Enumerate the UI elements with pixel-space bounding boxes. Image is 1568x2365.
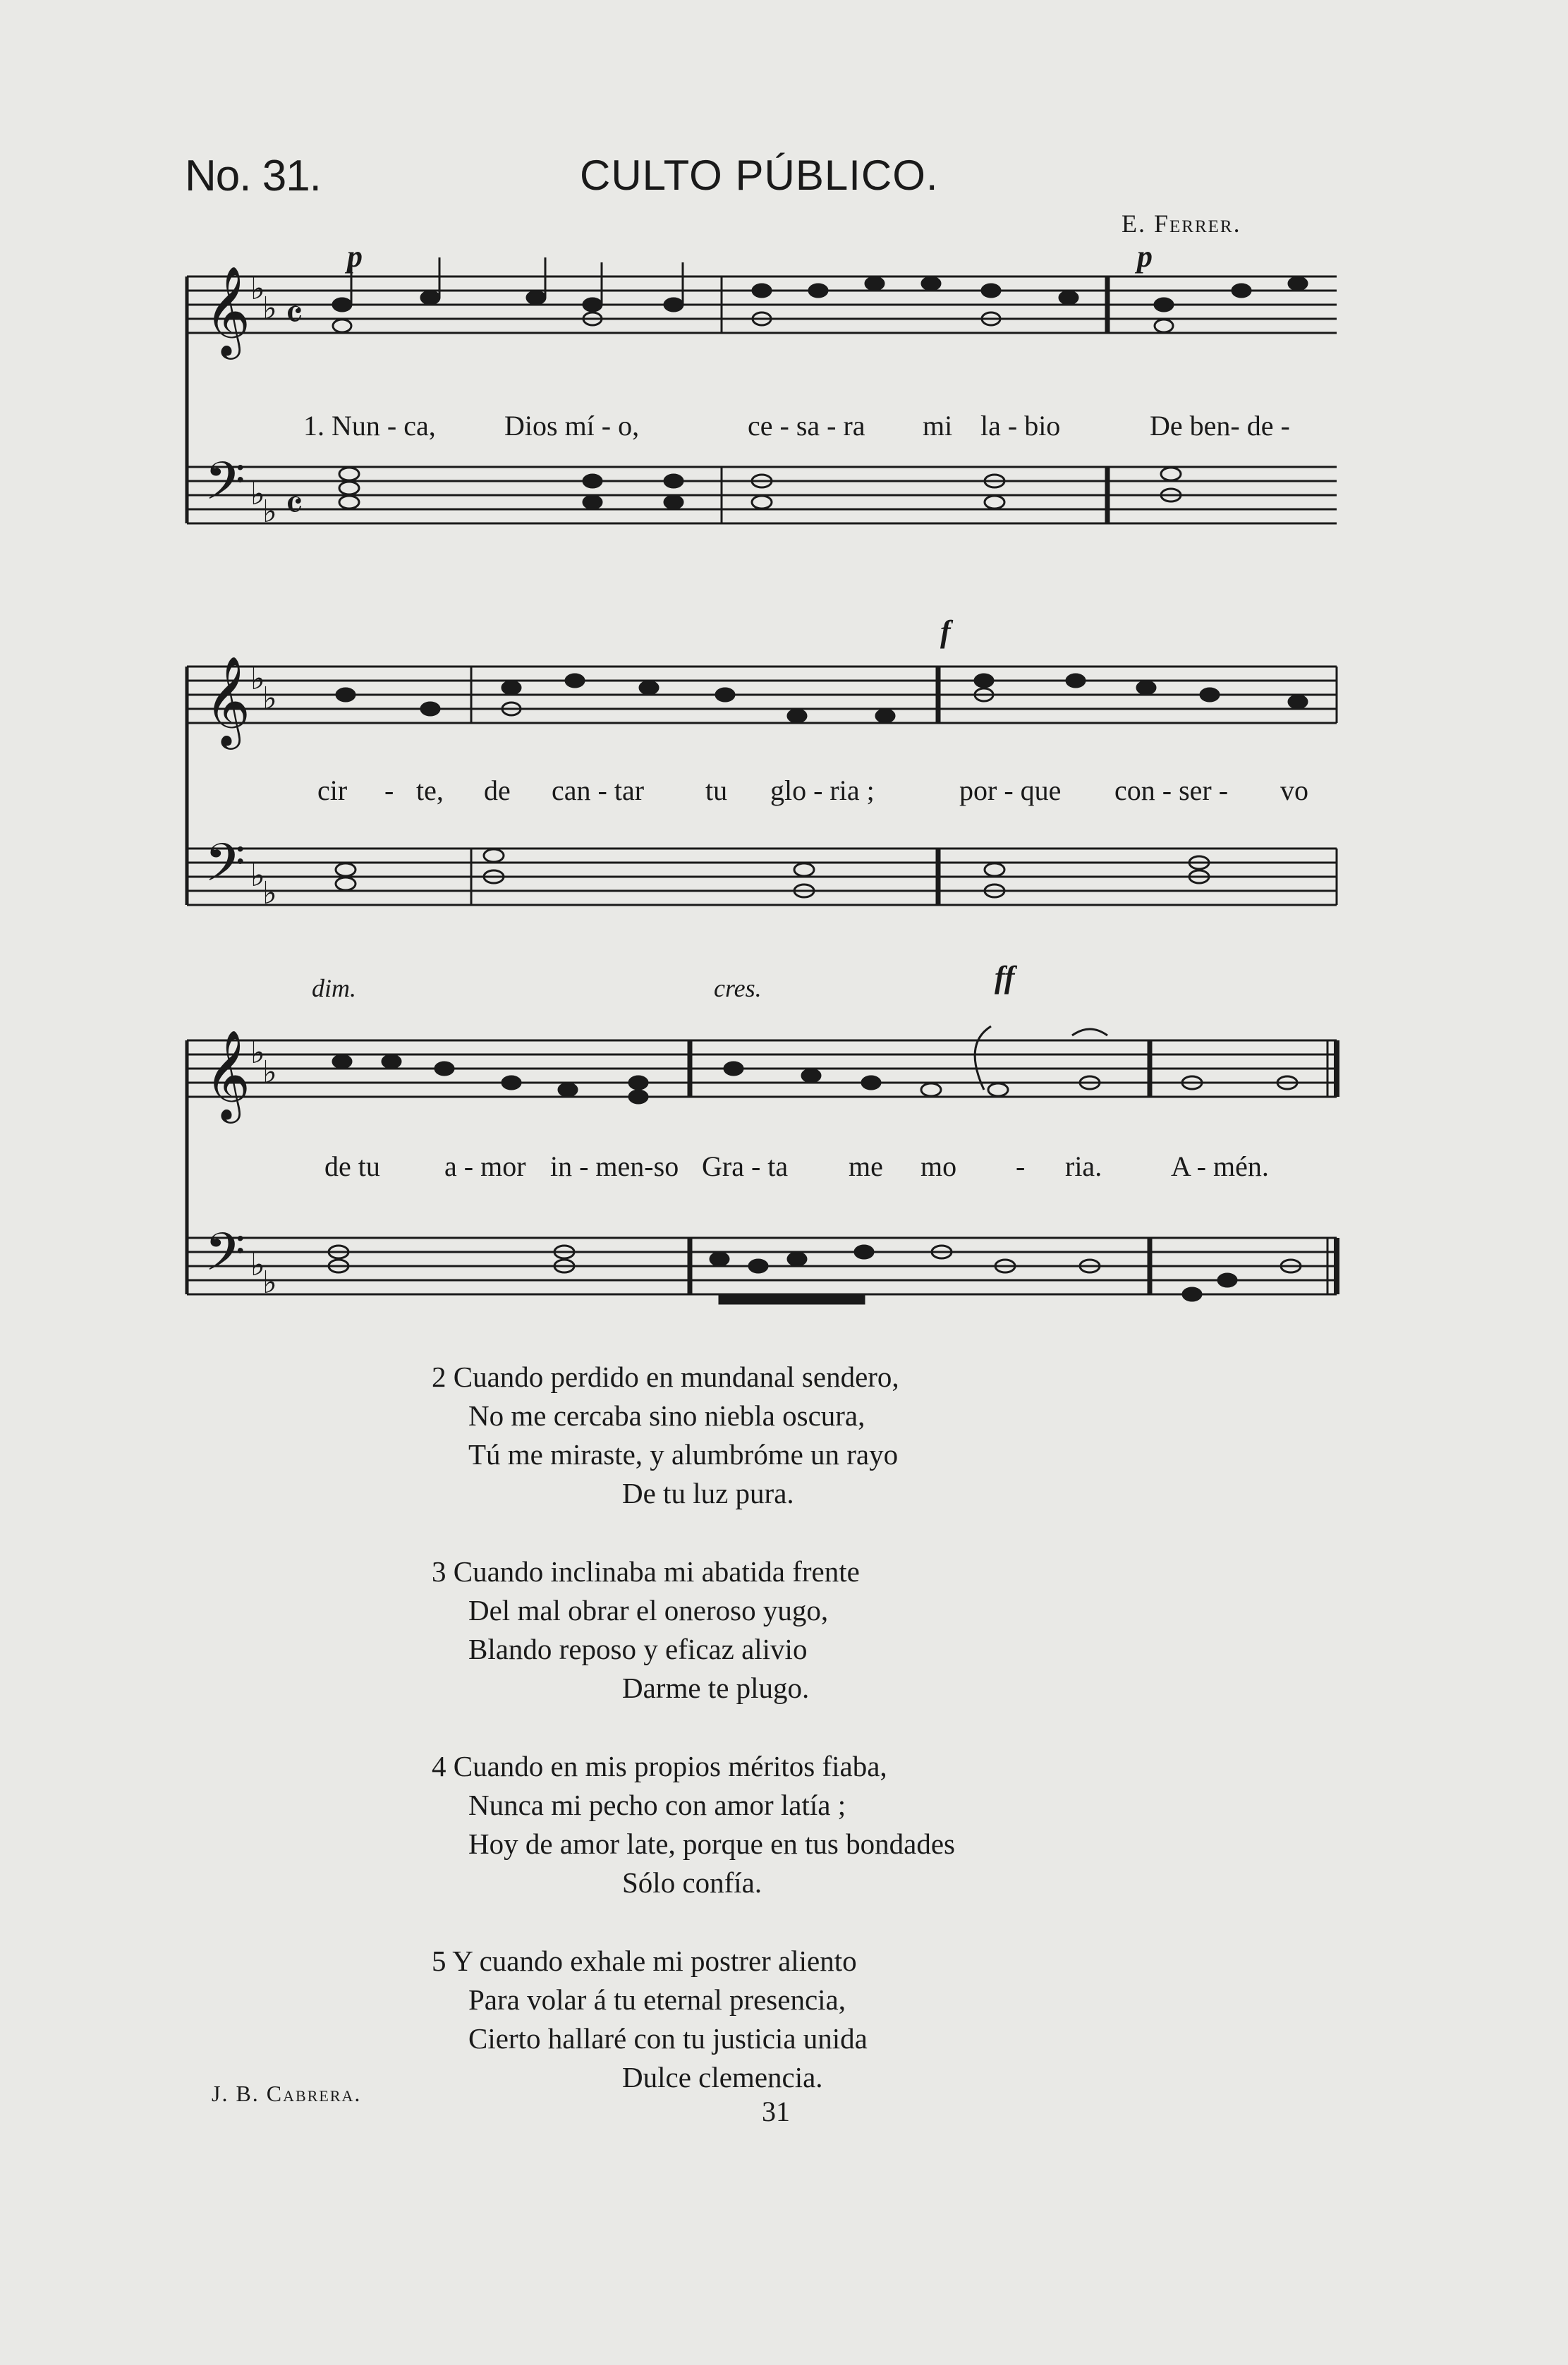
lyric-s2: glo - ria ; [770, 774, 875, 806]
verse-line: 4 Cuando en mis propios méritos fiaba, [432, 1750, 887, 1782]
hymn-title: CULTO PÚBLICO. [580, 152, 939, 199]
lyric-s3: ria. [1065, 1150, 1102, 1182]
dynamic-forte: f [940, 614, 951, 649]
lyric-s1: la - bio [980, 410, 1061, 442]
lyricist-credit: J. B. Cabrera. [212, 2081, 362, 2106]
lyric-s1: 1. Nun - ca, [303, 410, 436, 442]
lyric-s3: me [849, 1150, 883, 1182]
lyric-s1: ce - sa - ra [748, 410, 865, 442]
lyric-s3: Gra - ta [702, 1150, 789, 1182]
svg-text:𝄢: 𝄢 [205, 832, 245, 906]
lyric-s2: por - que [959, 774, 1062, 806]
lyric-s3: a - mor [444, 1150, 526, 1182]
staff-treble-3 [187, 1040, 1337, 1097]
lyric-s2: tu [705, 774, 728, 806]
svg-text:♭: ♭ [262, 1054, 277, 1090]
lyric-s2: de [484, 774, 511, 806]
verses-block [432, 1358, 955, 2136]
lyric-s1: Dios mí - o, [504, 410, 640, 442]
svg-text:𝄞: 𝄞 [205, 655, 251, 746]
verse-line: Nunca mi pecho con amor latía ; [468, 1789, 846, 1821]
lyric-s2: cir [317, 774, 348, 806]
dynamic-fortissimo: ff [995, 960, 1015, 995]
stanza-2 [432, 1358, 955, 1513]
lyric-s2: can - tar [552, 774, 645, 806]
svg-text:♭: ♭ [250, 1247, 265, 1283]
svg-text:♭: ♭ [250, 858, 265, 894]
lyric-s2: te, [416, 774, 444, 806]
svg-text:♭: ♭ [262, 291, 277, 327]
stanza-4 [432, 1747, 955, 1902]
svg-text:♭: ♭ [262, 1265, 277, 1301]
svg-text:𝄞: 𝄞 [205, 1029, 251, 1119]
svg-text:𝄴: 𝄴 [285, 292, 303, 338]
lyric-s2: - [384, 774, 394, 806]
verse-line: Tú me miraste, y alumbróme un rayo [468, 1438, 899, 1471]
svg-text:♭: ♭ [262, 681, 277, 717]
verse-line: 2 Cuando perdido en mundanal sendero, [432, 1361, 899, 1393]
dynamic-piano-2: p [1137, 239, 1153, 274]
verse-line: Del mal obrar el oneroso yugo, [468, 1594, 829, 1627]
dynamic-dim: dim. [312, 974, 356, 1002]
svg-text:♭: ♭ [250, 661, 265, 697]
verse-line: 3 Cuando inclinaba mi abatida frente [432, 1555, 860, 1588]
lyric-s3: mo [920, 1150, 957, 1182]
verse-line: Hoy de amor late, porque en tus bondades [468, 1828, 955, 1860]
lyric-s2: con - ser - [1114, 774, 1229, 806]
verse-line: Blando reposo y eficaz alivio [468, 1633, 808, 1665]
verse-line: No me cercaba sino niebla oscura, [468, 1399, 865, 1432]
staff-treble-2 [187, 667, 1337, 723]
dynamic-piano-1: p [347, 239, 363, 274]
stanza-3 [432, 1552, 955, 1708]
composer-credit: E. Ferrer. [1122, 209, 1241, 238]
lyric-s1: De ben- de - [1150, 410, 1290, 442]
svg-text:♭: ♭ [250, 271, 265, 307]
svg-text:♭: ♭ [262, 875, 277, 911]
svg-text:♭: ♭ [250, 1035, 265, 1071]
verse-line: Para volar á tu eternal presencia, [468, 1983, 846, 2016]
verse-line: Cierto hallaré con tu justicia unida [468, 2022, 868, 2055]
stanza-5 [432, 1942, 955, 2097]
dynamic-cres: cres. [714, 974, 762, 1002]
lyric-s1: mi [923, 410, 953, 442]
hymn-number: No. 31. [185, 152, 321, 200]
svg-text:♭: ♭ [262, 494, 277, 530]
svg-text:𝄢: 𝄢 [205, 1222, 245, 1296]
svg-text:♭: ♭ [250, 476, 265, 512]
svg-text:𝄢: 𝄢 [205, 451, 245, 525]
verse-line: Dulce clemencia. [622, 2061, 823, 2093]
lyric-s3: de tu [324, 1150, 380, 1182]
verse-line: Sólo confía. [622, 1866, 762, 1899]
lyric-s2: vo [1280, 774, 1308, 806]
verse-line: De tu luz pura. [622, 1477, 794, 1509]
svg-text:𝄞: 𝄞 [205, 265, 251, 355]
verse-line: 5 Y cuando exhale mi postrer aliento [432, 1945, 857, 1977]
staff-bass-2 [187, 849, 1337, 905]
lyric-s3: A - mén. [1171, 1150, 1269, 1182]
verse-line: Darme te plugo. [622, 1672, 810, 1704]
lyric-s3: - [1016, 1150, 1026, 1182]
svg-text:𝄴: 𝄴 [285, 482, 303, 528]
lyric-s3: in - men-so [550, 1150, 679, 1182]
page-number: 31 [762, 2096, 790, 2127]
